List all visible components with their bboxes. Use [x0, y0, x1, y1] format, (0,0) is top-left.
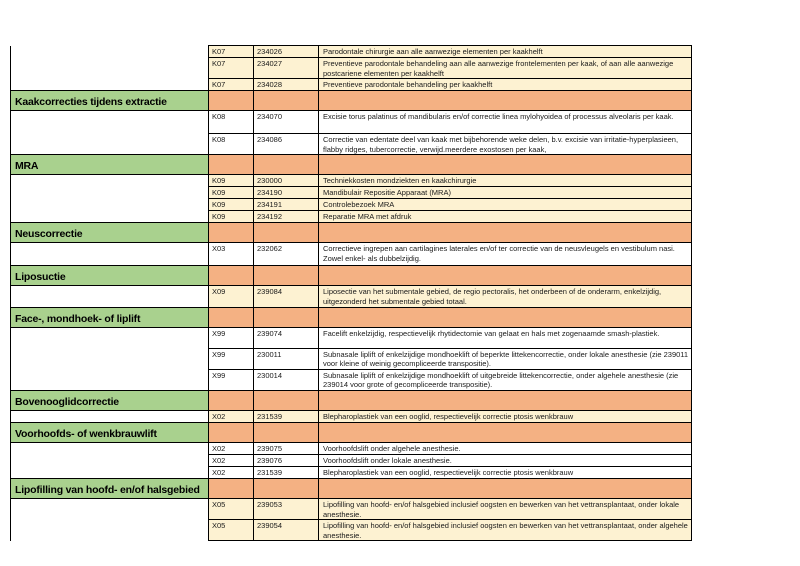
procedure-description-cell: Subnasale liplift of enkelzijdige mondhoeklift of beperkte littekencorrectie, onder lokale anesthesie (zie 239011 voor kleine of weinig gecompliceerde transpositie).: [319, 348, 692, 369]
table-row: [11, 111, 692, 134]
row-label-cell: [11, 466, 209, 478]
section-code-cell: [209, 390, 254, 410]
procedure-code-cell: X05: [209, 498, 254, 519]
procedure-code-cell: X09: [209, 286, 254, 307]
procedure-code-cell: X02: [209, 454, 254, 466]
procedure-code-cell: X99: [209, 327, 254, 348]
section-description-cell: [319, 390, 692, 410]
table-row: [11, 520, 692, 541]
procedure-number-cell: 234027: [254, 58, 319, 79]
section-code-cell: [209, 422, 254, 442]
procedure-code-table: [10, 45, 692, 541]
table-row: [11, 134, 692, 155]
procedure-code-cell: K09: [209, 187, 254, 199]
procedure-description-cell: Voorhoofdslift onder lokale anesthesie.: [319, 454, 692, 466]
section-number-cell: [254, 223, 319, 243]
table-row: [11, 175, 692, 187]
section-header-row: [11, 91, 692, 111]
table-row: [11, 466, 692, 478]
section-code-cell: [209, 223, 254, 243]
procedure-number-cell: 230014: [254, 369, 319, 390]
section-label: Liposuctie: [15, 271, 66, 284]
section-description-cell: [319, 422, 692, 442]
procedure-number-cell: 230000: [254, 175, 319, 187]
procedure-code-cell: K09: [209, 199, 254, 211]
procedure-code-cell: K09: [209, 211, 254, 223]
procedure-code-cell: X02: [209, 442, 254, 454]
table-row: [11, 442, 692, 454]
section-label-cell: [11, 266, 209, 286]
procedure-code-cell: X03: [209, 243, 254, 266]
section-label: Face-, mondhoek- of liplift: [15, 312, 141, 325]
table-row: [11, 327, 692, 348]
procedure-description-cell: Controlebezoek MRA: [319, 199, 692, 211]
table-row: [11, 410, 692, 422]
procedure-description-cell: Liposectie van het submentale gebied, de regio pectoralis, het onderbeen of de onderarm, enkelzijdig, uitgezonderd het submentale gebied totaal.: [319, 286, 692, 307]
section-number-cell: [254, 478, 319, 498]
procedure-number-cell: 234192: [254, 211, 319, 223]
section-description-cell: [319, 91, 692, 111]
procedure-description-cell: Preventieve parodontale behandeling aan alle aanwezige frontelementen per kaak, of aan alle aanwezige postcariene elementen per kaakhelft: [319, 58, 692, 79]
procedure-description-cell: Excisie torus palatinus of mandibularis en/of correctie linea mylohyoidea of processus alveolaris per kaak.: [319, 111, 692, 134]
section-header-row: [11, 266, 692, 286]
table-row: [11, 187, 692, 199]
section-label-cell: [11, 155, 209, 175]
table-row: [11, 369, 692, 390]
section-header-row: [11, 155, 692, 175]
procedure-description-cell: Subnasale liplift of enkelzijdige mondhoeklift of uitgebreide littekencorrectie, onder algehele anesthesie (zie 239014 voor grote of gecompliceerde transpositie).: [319, 369, 692, 390]
procedure-number-cell: 234028: [254, 79, 319, 91]
table-row: [11, 199, 692, 211]
section-label: Lipofilling van hoofd- en/of halsgebied: [15, 483, 200, 496]
row-label-cell: [11, 348, 209, 369]
procedure-number-cell: 231539: [254, 410, 319, 422]
section-description-cell: [319, 307, 692, 327]
row-label-cell: [11, 79, 209, 91]
spreadsheet-table: [10, 45, 691, 541]
procedure-number-cell: 239076: [254, 454, 319, 466]
procedure-number-cell: 232062: [254, 243, 319, 266]
procedure-number-cell: 231539: [254, 466, 319, 478]
procedure-description-cell: Reparatie MRA met afdruk: [319, 211, 692, 223]
row-label-cell: [11, 187, 209, 199]
row-label-cell: [11, 454, 209, 466]
row-label-cell: [11, 211, 209, 223]
section-number-cell: [254, 155, 319, 175]
procedure-code-cell: K07: [209, 46, 254, 58]
procedure-description-cell: Preventieve parodontale behandeling per kaakhelft: [319, 79, 692, 91]
procedure-code-cell: X02: [209, 466, 254, 478]
procedure-number-cell: 239074: [254, 327, 319, 348]
row-label-cell: [11, 111, 209, 134]
section-label: Neuscorrectie: [15, 228, 83, 241]
procedure-number-cell: 239054: [254, 520, 319, 541]
section-description-cell: [319, 155, 692, 175]
procedure-number-cell: 234190: [254, 187, 319, 199]
procedure-code-cell: X02: [209, 410, 254, 422]
table-row: [11, 348, 692, 369]
row-label-cell: [11, 58, 209, 79]
procedure-description-cell: Mandibulair Repositie Apparaat (MRA): [319, 187, 692, 199]
row-label-cell: [11, 410, 209, 422]
table-row: [11, 58, 692, 79]
table-row: [11, 243, 692, 266]
section-label-cell: [11, 478, 209, 498]
section-header-row: [11, 307, 692, 327]
row-label-cell: [11, 327, 209, 348]
procedure-number-cell: 234191: [254, 199, 319, 211]
procedure-description-cell: Correctieve ingrepen aan cartilagines laterales en/of ter correctie van de neusvleugels en vestibulum nasi. Zowel enkel- als dubbelzijdig.: [319, 243, 692, 266]
section-code-cell: [209, 478, 254, 498]
row-label-cell: [11, 286, 209, 307]
procedure-description-cell: Facelift enkelzijdig, respectievelijk rhytidectomie van gelaat en hals met zogenaamde smash-plastiek.: [319, 327, 692, 348]
row-label-cell: [11, 134, 209, 155]
section-number-cell: [254, 91, 319, 111]
procedure-code-cell: X05: [209, 520, 254, 541]
procedure-code-cell: X99: [209, 369, 254, 390]
procedure-description-cell: Correctie van edentate deel van kaak met bijbehorende weke delen, b.v. excisie van irritatie-hyperplasieen, flabby ridges, tubercorrectie, verwijd.meerdere exostosen per kaak,: [319, 134, 692, 155]
section-code-cell: [209, 307, 254, 327]
procedure-number-cell: 234070: [254, 111, 319, 134]
section-header-row: [11, 223, 692, 243]
section-label: MRA: [15, 160, 39, 173]
procedure-description-cell: Blepharoplastiek van een ooglid, respectievelijk correctie ptosis wenkbrauw: [319, 410, 692, 422]
procedure-code-cell: K07: [209, 58, 254, 79]
table-body: [11, 46, 692, 541]
table-row: [11, 211, 692, 223]
section-header-row: [11, 478, 692, 498]
section-code-cell: [209, 266, 254, 286]
section-label: Voorhoofds- of wenkbrauwlift: [15, 427, 157, 440]
section-label-cell: [11, 223, 209, 243]
procedure-code-cell: K08: [209, 111, 254, 134]
procedure-code-cell: K07: [209, 79, 254, 91]
procedure-description-cell: Lipofilling van hoofd- en/of halsgebied inclusief oogsten en bewerken van het vettransplantaat, onder lokale anesthesie.: [319, 498, 692, 519]
procedure-code-cell: K09: [209, 175, 254, 187]
section-label-cell: [11, 390, 209, 410]
procedure-description-cell: Voorhoofdslift onder algehele anesthesie.: [319, 442, 692, 454]
procedure-code-cell: X99: [209, 348, 254, 369]
section-number-cell: [254, 422, 319, 442]
section-header-row: [11, 390, 692, 410]
row-label-cell: [11, 46, 209, 58]
row-label-cell: [11, 243, 209, 266]
table-row: [11, 498, 692, 519]
table-row: [11, 454, 692, 466]
section-label: Kaakcorrecties tijdens extractie: [15, 96, 167, 109]
section-label-cell: [11, 307, 209, 327]
row-label-cell: [11, 520, 209, 541]
section-label-cell: [11, 91, 209, 111]
section-description-cell: [319, 223, 692, 243]
procedure-code-cell: K08: [209, 134, 254, 155]
procedure-number-cell: 239084: [254, 286, 319, 307]
procedure-number-cell: 239053: [254, 498, 319, 519]
table-row: [11, 79, 692, 91]
row-label-cell: [11, 175, 209, 187]
procedure-number-cell: 230011: [254, 348, 319, 369]
section-label-cell: [11, 422, 209, 442]
procedure-description-cell: Techniekkosten mondziekten en kaakchirurgie: [319, 175, 692, 187]
section-label: Bovenooglidcorrectie: [15, 395, 119, 408]
procedure-number-cell: 239075: [254, 442, 319, 454]
procedure-description-cell: Lipofilling van hoofd- en/of halsgebied inclusief oogsten en bewerken van het vettransplantaat, onder algehele anesthesie.: [319, 520, 692, 541]
procedure-number-cell: 234086: [254, 134, 319, 155]
section-description-cell: [319, 266, 692, 286]
procedure-number-cell: 234026: [254, 46, 319, 58]
table-row: [11, 286, 692, 307]
procedure-description-cell: Parodontale chirurgie aan alle aanwezige elementen per kaakhelft: [319, 46, 692, 58]
procedure-description-cell: Blepharoplastiek van een ooglid, respectievelijk correctie ptosis wenkbrauw: [319, 466, 692, 478]
table-row: [11, 46, 692, 58]
row-label-cell: [11, 199, 209, 211]
row-label-cell: [11, 498, 209, 519]
section-header-row: [11, 422, 692, 442]
section-code-cell: [209, 155, 254, 175]
section-description-cell: [319, 478, 692, 498]
section-number-cell: [254, 307, 319, 327]
section-number-cell: [254, 390, 319, 410]
section-code-cell: [209, 91, 254, 111]
row-label-cell: [11, 442, 209, 454]
section-number-cell: [254, 266, 319, 286]
row-label-cell: [11, 369, 209, 390]
